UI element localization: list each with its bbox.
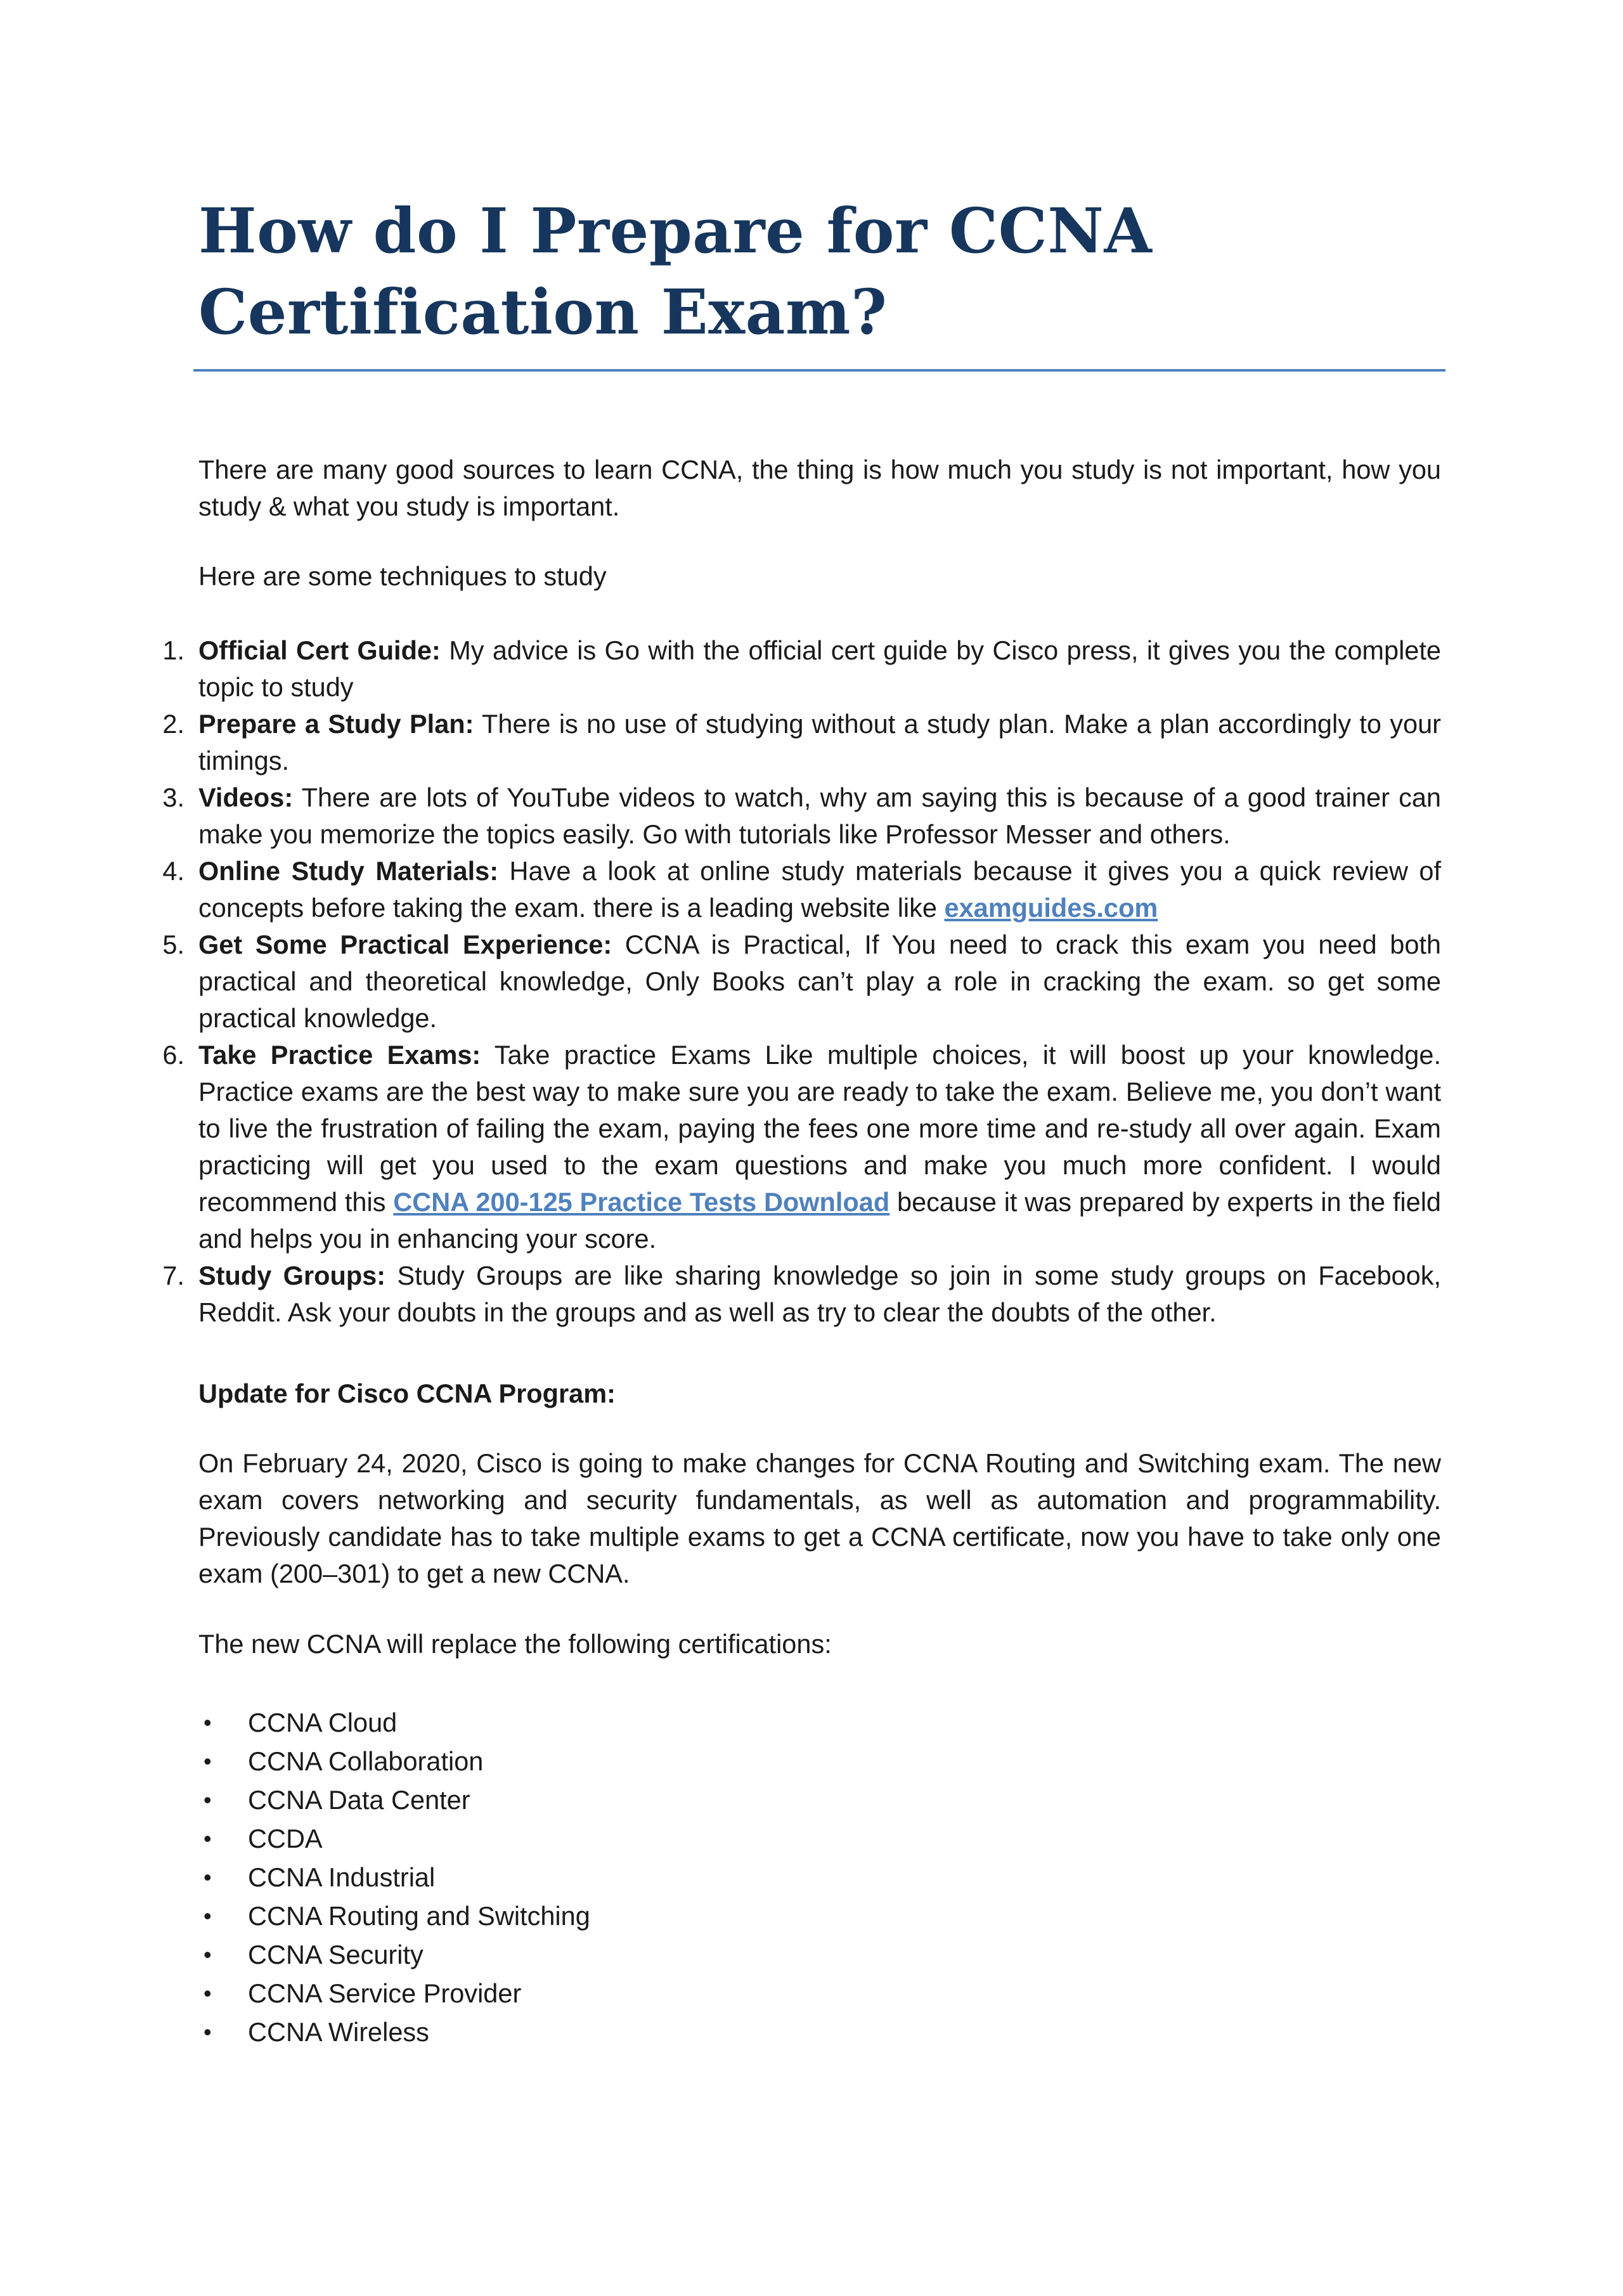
- step-text: There are lots of YouTube videos to watch, why am saying this is because of a good trainer can make you memorize the topics easily. Go with tutorials like Professor Messer and others.: [198, 782, 1441, 849]
- study-steps-list: [162, 632, 1442, 1331]
- update-heading: Update for Cisco CCNA Program:: [198, 1378, 616, 1408]
- bullet-icon: •: [204, 1980, 212, 2006]
- step-text: Take practice Exams Like multiple choices, it will boost up your knowledge. Practice exams are the best way to make sure you are ready to take the exam. Believe me, you don’t want to live the frustration of failing the exam, paying the fees one more time and re-study all over again. Exam practicing will get you used to the exam questions and make you much more confident. I would recommend this: [198, 1040, 1441, 1217]
- list-item: [162, 632, 1441, 706]
- list-number: 4.: [162, 856, 184, 886]
- examguides-link[interactable]: examguides.com: [944, 893, 1158, 923]
- list-item: [162, 853, 1442, 926]
- step-text: My advice is Go with the official cert guide by Cisco press, it gives you the complete topic to study: [198, 635, 1441, 702]
- list-number: 7.: [162, 1261, 184, 1290]
- list-item: [198, 1819, 590, 1858]
- bullet-icon: •: [204, 1787, 212, 1813]
- list-item: [162, 706, 1441, 779]
- step-text-after: because it was prepared by experts in the field and helps you in enhancing your score.: [198, 1187, 1441, 1254]
- certification-name: CCNA Cloud: [248, 1708, 398, 1737]
- step-heading: Official Cert Guide:: [198, 635, 441, 665]
- certification-name: CCNA Service Provider: [248, 1978, 522, 2008]
- certification-name: CCNA Security: [248, 1940, 424, 1969]
- intro-paragraph: There are many good sources to learn CCNA, the thing is how much you study is not important, how you study & what you study is important.: [198, 455, 1441, 521]
- step-heading: Videos:: [198, 782, 294, 812]
- certification-name: CCNA Collaboration: [248, 1746, 484, 1776]
- list-item: [198, 1742, 590, 1780]
- step-heading: Get Some Practical Experience:: [198, 930, 612, 959]
- list-item: [198, 1935, 590, 1974]
- bullet-icon: •: [204, 1942, 212, 1968]
- list-item: [198, 1858, 590, 1897]
- bullet-icon: •: [204, 1709, 212, 1735]
- list-item: [162, 779, 1441, 853]
- list-item: [198, 1703, 590, 1742]
- certification-name: CCNA Wireless: [248, 2017, 429, 2047]
- list-item: [162, 1257, 1441, 1331]
- bullet-icon: •: [204, 1903, 212, 1929]
- certification-name: CCNA Industrial: [248, 1862, 436, 1892]
- step-heading: Study Groups:: [198, 1261, 386, 1290]
- certifications-list: [198, 1703, 590, 2051]
- list-item: [198, 1780, 590, 1819]
- step-text: CCNA is Practical, If You need to crack this exam you need both practical and theoretical knowledge, Only Books can’t play a role in cracking the exam. so get some practical knowledge.: [198, 930, 1442, 1033]
- certification-name: CCNA Routing and Switching: [248, 1901, 590, 1931]
- update-paragraph: On February 24, 2020, Cisco is going to make changes for CCNA Routing and Switching exam. The new exam covers networking and security fundamentals, as well as automation and programmability. Previously candidate has to take multiple exams to get a CCNA certificate, now you have to take only one exam (200–301) to get a new CCNA.: [198, 1448, 1441, 1588]
- list-number: 2.: [162, 709, 184, 739]
- list-item: [198, 1897, 590, 1935]
- techniques-lead: Here are some techniques to study: [198, 561, 607, 591]
- practice-tests-download-link[interactable]: CCNA 200-125 Practice Tests Download: [393, 1187, 890, 1217]
- step-text: There is no use of studying without a study plan. Make a plan accordingly to your timings.: [198, 709, 1441, 775]
- bullet-icon: •: [204, 1826, 212, 1852]
- title-block: [198, 190, 1441, 364]
- list-item: [198, 1974, 590, 2013]
- certification-name: CCDA: [248, 1824, 323, 1853]
- step-text: Have a look at online study materials because it gives you a quick review of concepts before taking the exam. there is a leading website like: [198, 856, 1442, 923]
- list-number: 3.: [162, 782, 184, 812]
- step-heading: Prepare a Study Plan:: [198, 709, 474, 739]
- certification-name: CCNA Data Center: [248, 1785, 470, 1815]
- list-item: [198, 2013, 590, 2051]
- page-title: How do I Prepare for CCNA Certification Exam?: [198, 195, 1153, 348]
- bullet-icon: •: [204, 1864, 212, 1890]
- list-item: [162, 1037, 1441, 1257]
- step-text: Study Groups are like sharing knowledge so join in some study groups on Facebook, Reddit. Ask your doubts in the groups and as well as try to clear the doubts of the other.: [198, 1261, 1441, 1327]
- list-number: 6.: [162, 1040, 184, 1070]
- step-heading: Take Practice Exams:: [198, 1040, 481, 1070]
- bullet-icon: •: [204, 2019, 212, 2045]
- replace-lead: The new CCNA will replace the following certifications:: [198, 1629, 832, 1659]
- title-underline-rule: [193, 369, 1445, 372]
- list-number: 1.: [162, 635, 184, 665]
- bullet-icon: •: [204, 1748, 212, 1774]
- list-item: [162, 926, 1442, 1037]
- list-number: 5.: [162, 930, 184, 959]
- step-heading: Online Study Materials:: [198, 856, 499, 886]
